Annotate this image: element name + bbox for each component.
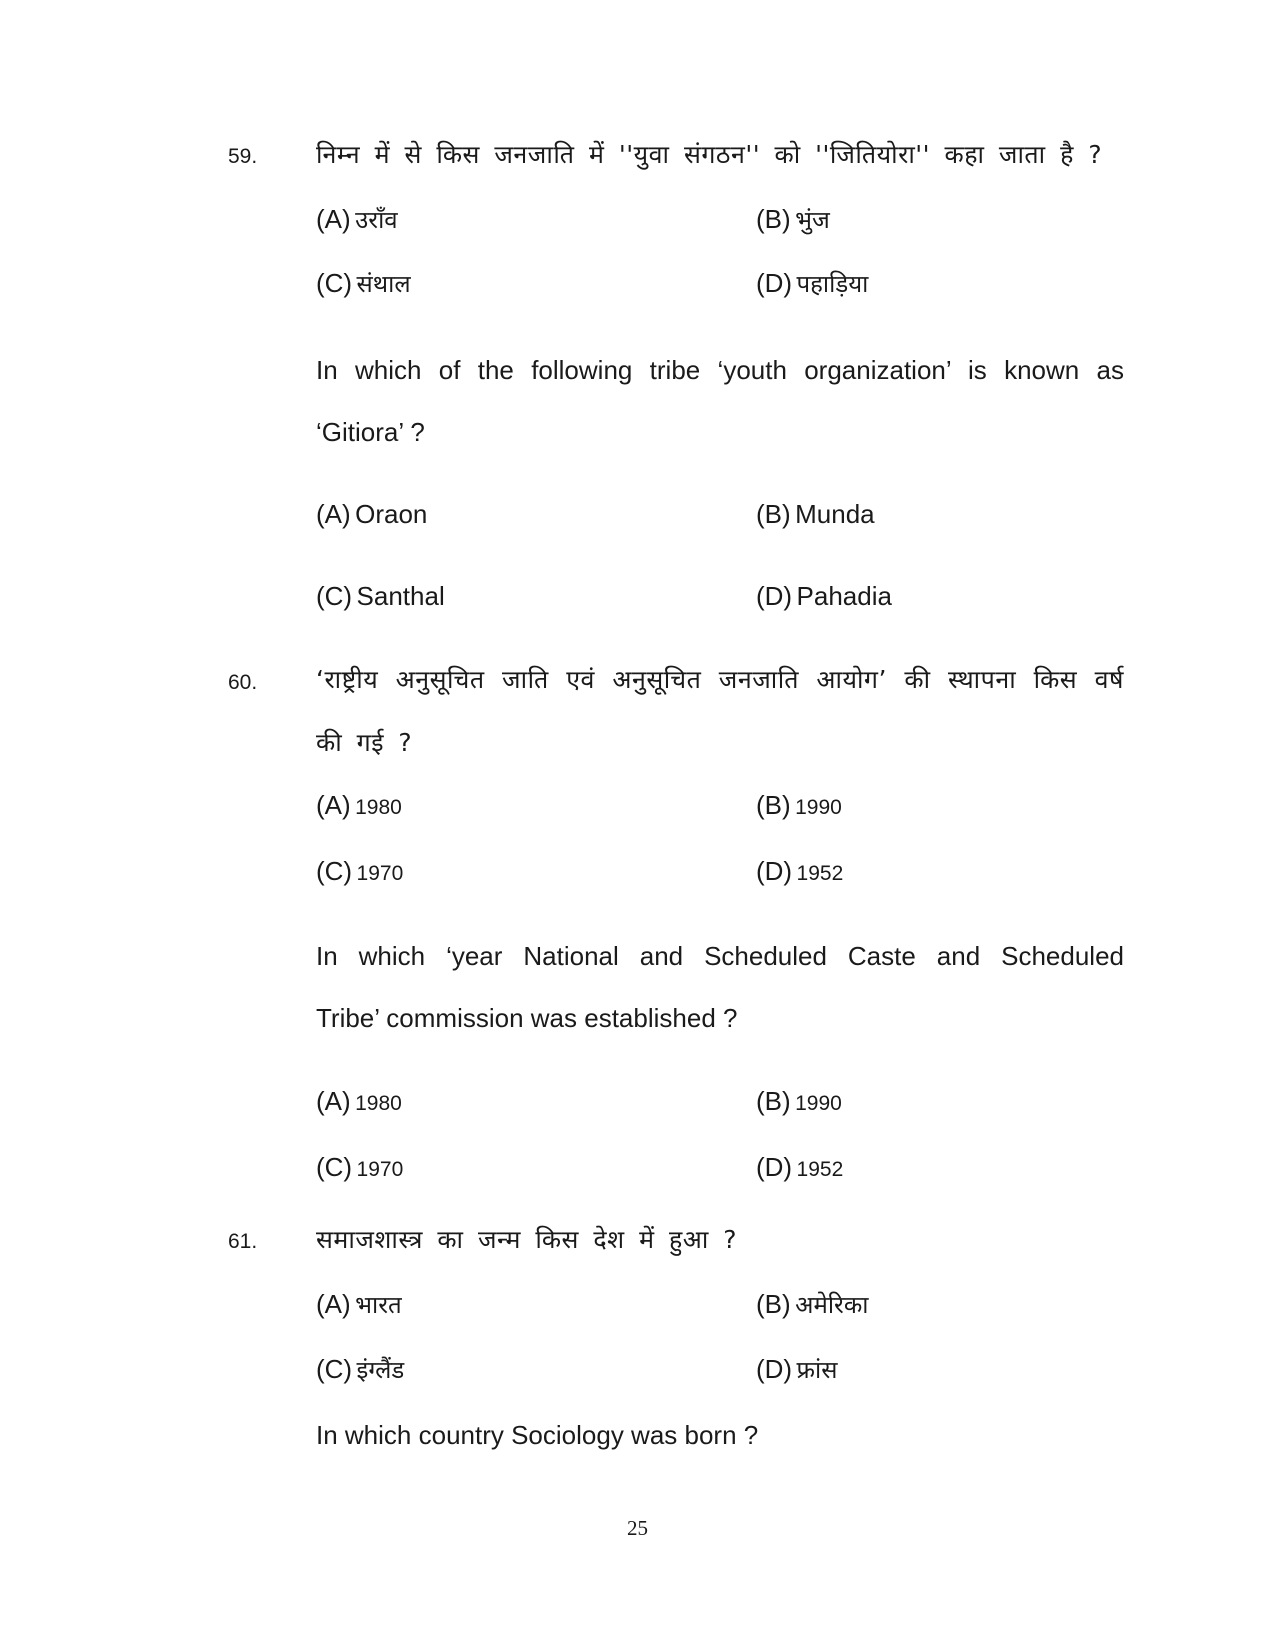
option-value: Santhal [356,581,445,611]
option-d [756,581,892,612]
option-label: (C) [316,1152,353,1182]
option-label: (A) [316,499,351,529]
option-value: संथाल [356,270,411,298]
option-c [316,267,411,300]
option-label: (C) [316,856,353,886]
option-label: (A) [316,790,351,820]
option-value: Pahadia [796,581,892,611]
option-label: (C) [316,581,353,611]
question-number: 60. [228,671,258,694]
option-c [316,581,445,612]
option-value: 1990 [795,1092,842,1115]
option-label: (C) [316,1354,353,1384]
option-b [756,203,830,236]
question-text-english-line2: Tribe’ commission was established ? [316,1003,738,1033]
question-text-hindi-line1: ‘राष्ट्रीय अनुसूचित जाति एवं अनुसूचित जनजाति आयोग’ की स्थापना किस वर्ष [316,665,1124,694]
option-b [756,1086,842,1117]
option-value: फ्रांस [796,1356,838,1384]
option-d [756,1152,843,1183]
question-text-hindi-line2: की गई ? [316,728,413,757]
question-text-english-line1: In which ‘year National and Scheduled Caste and Scheduled [316,941,1124,971]
option-value: 1980 [355,1092,402,1115]
option-a [316,1086,402,1117]
question-text-english: In which country Sociology was born ? [316,1420,759,1450]
option-label: (D) [756,1354,793,1384]
option-value: 1980 [355,796,402,819]
option-c [316,1152,403,1183]
question-number: 61. [228,1230,258,1253]
option-label: (B) [756,790,791,820]
question-text-hindi: निम्न में से किस जनजाति में ''युवा संगठन'' को ''जितियोरा'' कहा जाता है ? [316,140,1103,169]
option-b [756,1288,869,1321]
question-number: 59. [228,145,258,168]
option-a [316,1288,402,1321]
option-value: उराँव [355,206,398,234]
page-number: 25 [627,1516,648,1540]
option-value: इंग्लैंड [356,1356,405,1384]
option-value: पहाड़िया [796,270,869,298]
option-label: (B) [756,499,791,529]
option-label: (A) [316,1086,351,1116]
option-value: 1970 [356,1158,404,1181]
option-label: (C) [316,268,353,298]
question-text-english-line2: ‘Gitiora’ ? [316,417,425,447]
option-value: अमेरिका [795,1291,869,1319]
option-value: भारत [355,1291,402,1319]
option-a [316,203,398,236]
option-label: (D) [756,1152,793,1182]
option-value: 1952 [796,1158,844,1181]
option-b [756,499,875,530]
option-value: Oraon [355,499,428,529]
option-label: (A) [316,1289,351,1319]
option-a [316,790,402,821]
option-value: 1970 [356,862,404,885]
option-d [756,1353,838,1386]
question-text-english-line1: In which of the following tribe ‘youth organization’ is known as [316,355,1124,385]
option-b [756,790,842,821]
option-label: (B) [756,1289,791,1319]
option-c [316,1353,404,1386]
option-value: भुंज [795,206,830,234]
option-label: (B) [756,1086,791,1116]
option-a [316,499,427,530]
question-text-hindi: समाजशास्त्र का जन्म किस देश में हुआ ? [316,1225,738,1254]
option-d [756,856,843,887]
option-label: (B) [756,204,791,234]
option-label: (A) [316,204,351,234]
option-value: 1990 [795,796,842,819]
option-d [756,267,868,300]
option-c [316,856,403,887]
option-label: (D) [756,268,793,298]
option-value: 1952 [796,862,844,885]
option-label: (D) [756,581,793,611]
option-value: Munda [795,499,875,529]
option-label: (D) [756,856,793,886]
